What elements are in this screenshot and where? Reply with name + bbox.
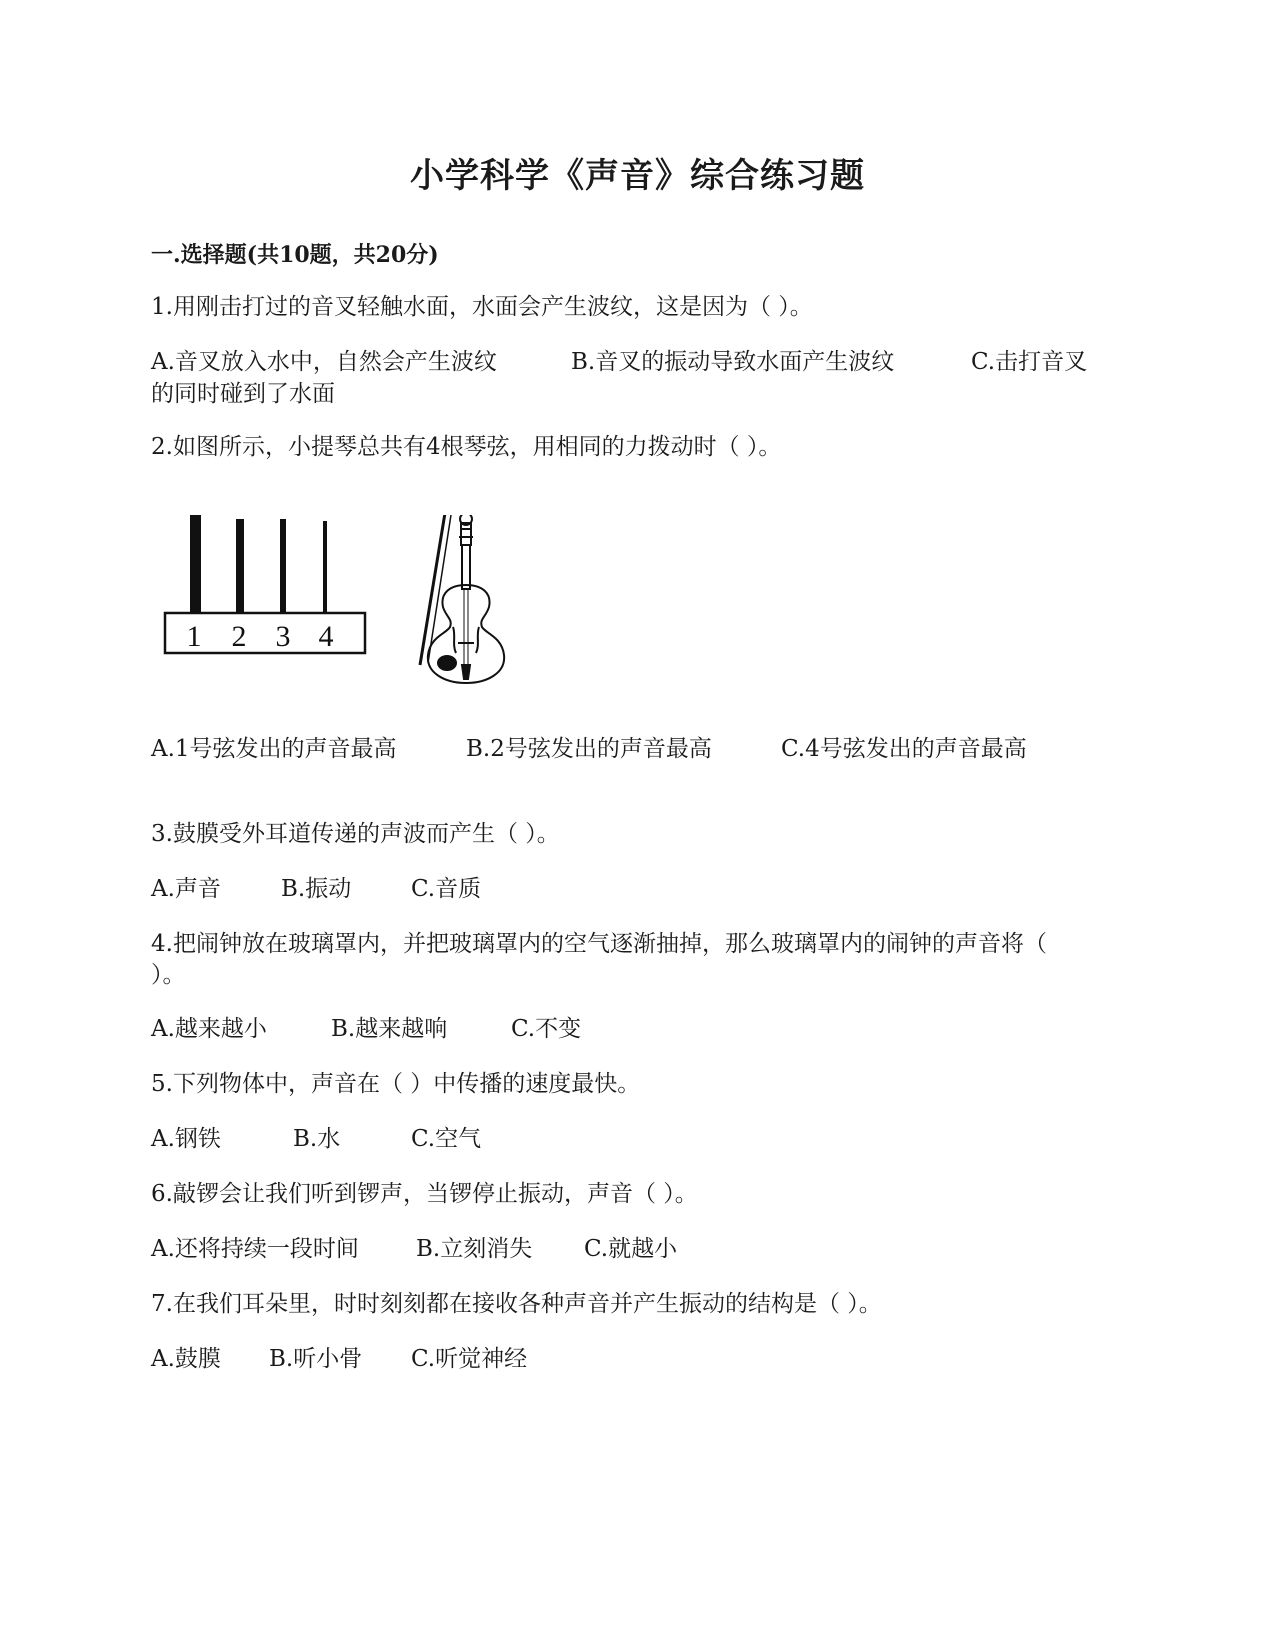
question-3-stem: 3.鼓膜受外耳道传递的声波而产生（ ）。: [151, 821, 560, 847]
question-5-option-a: A.钢铁: [151, 1126, 221, 1152]
question-2-figure: [160, 515, 560, 705]
question-5-options: [151, 1120, 481, 1153]
question-1-stem: 1.用刚击打过的音叉轻触水面，水面会产生波纹，这是因为（ ）。: [151, 294, 813, 320]
string-number-4: 4: [318, 620, 334, 653]
question-7-options: [151, 1340, 527, 1373]
question-1-options: [151, 343, 1087, 376]
question-3-option-c: C.音质: [411, 876, 482, 902]
question-6-option-c: C.就越小: [584, 1236, 678, 1262]
question-1-option-a: A.音叉放入水中，自然会产生波纹: [151, 349, 497, 375]
question-2-stem: 2.如图所示，小提琴总共有4根琴弦，用相同的力拨动时（ ）。: [151, 434, 782, 460]
string-3: [280, 519, 286, 613]
question-3-option-a: A.声音: [151, 876, 221, 902]
question-1-options-continued: 的同时碰到了水面: [151, 381, 335, 407]
question-2-option-c: C.4号弦发出的声音最高: [781, 736, 1027, 762]
question-2-option-a: A.1号弦发出的声音最高: [151, 736, 397, 762]
question-7-option-a: A.鼓膜: [151, 1346, 221, 1372]
question-4-options: [151, 1010, 581, 1043]
question-1-option-b: B.音叉的振动导致水面产生波纹: [571, 349, 895, 375]
question-5-stem: 5.下列物体中，声音在（ ）中传播的速度最快。: [151, 1071, 641, 1097]
string-2: [236, 519, 244, 613]
question-2-option-b: B.2号弦发出的声音最高: [466, 736, 712, 762]
question-6-options: [151, 1230, 677, 1263]
string-number-2: 2: [231, 620, 247, 653]
strings-diagram-icon: [160, 515, 560, 705]
question-1-option-c: C.击打音叉: [971, 349, 1088, 375]
string-4: [323, 521, 327, 613]
violin-icon: [420, 515, 504, 683]
question-6-stem: 6.敲锣会让我们听到锣声，当锣停止振动，声音（ ）。: [151, 1181, 698, 1207]
question-2-options: [151, 730, 1027, 763]
question-5-option-b: B.水: [293, 1126, 341, 1152]
question-6-option-b: B.立刻消失: [416, 1236, 533, 1262]
question-7-option-b: B.听小骨: [269, 1346, 363, 1372]
page-title: 小学科学《声音》综合练习题: [410, 156, 865, 196]
question-7-option-c: C.听觉神经: [411, 1346, 528, 1372]
question-3-option-b: B.振动: [281, 876, 352, 902]
section-heading: 一.选择题(共10题，共20分): [151, 242, 439, 268]
string-number-1: 1: [186, 620, 202, 653]
question-6-option-a: A.还将持续一段时间: [151, 1236, 359, 1262]
string-number-3: 3: [275, 620, 291, 653]
question-7-stem: 7.在我们耳朵里，时时刻刻都在接收各种声音并产生振动的结构是（ ）。: [151, 1291, 882, 1317]
question-3-options: [151, 870, 481, 903]
question-4-option-c: C.不变: [511, 1016, 582, 1042]
string-1: [190, 515, 201, 613]
question-4-option-b: B.越来越响: [331, 1016, 448, 1042]
question-4-stem-continued: ）。: [151, 962, 186, 988]
question-5-option-c: C.空气: [411, 1126, 482, 1152]
question-4-stem: 4.把闹钟放在玻璃罩内，并把玻璃罩内的空气逐渐抽掉，那么玻璃罩内的闹钟的声音将（: [151, 931, 1047, 957]
question-4-option-a: A.越来越小: [151, 1016, 267, 1042]
